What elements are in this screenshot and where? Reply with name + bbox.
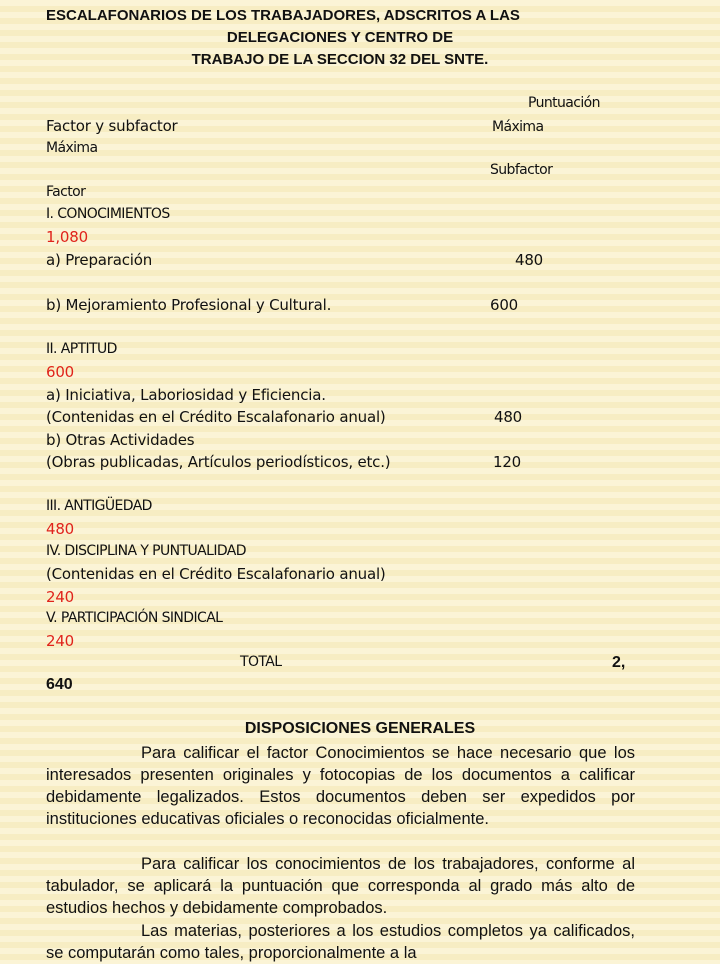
doc-title-line2: DELEGACIONES Y CENTRO DE — [226, 29, 454, 46]
header-subfactor: Subfactor — [490, 162, 553, 178]
section-1a-label: a) Preparación — [46, 251, 153, 269]
total-label: TOTAL — [240, 654, 282, 670]
section-2b-value: 120 — [493, 453, 522, 471]
doc-title-line1: ESCALAFONARIOS DE LOS TRABAJADORES, ADSCRITOS A LAS — [46, 7, 520, 24]
section-2a-note: (Contenidas en el Crédito Escalafonario anual) — [46, 408, 386, 426]
section-3-title: III. ANTIGÜEDAD — [46, 498, 152, 514]
section-5-title: V. PARTICIPACIÓN SINDICAL — [46, 610, 223, 626]
section-5-value: 240 — [46, 632, 75, 650]
total-value-part1: 2, — [612, 654, 626, 671]
section-2a-label: a) Iniciativa, Laboriosidad y Eficiencia. — [46, 386, 326, 404]
header-factor-subfactor: Factor y subfactor — [46, 117, 178, 135]
section-4-value: 240 — [46, 588, 75, 606]
general-paragraph-3-text: Las materias, posteriores a los estudios completos ya calificados, se computarán como tales, proporcionalmente a la — [46, 922, 635, 962]
section-1b-label: b) Mejoramiento Profesional y Cultural. — [46, 296, 332, 314]
section-1-value: 1,080 — [46, 228, 88, 246]
header-maxima-left: Máxima — [46, 140, 98, 156]
section-4-note: (Contenidas en el Crédito Escalafonario anual) — [46, 565, 386, 583]
section-3-value: 480 — [46, 520, 75, 538]
section-1-title: I. CONOCIMIENTOS — [46, 206, 170, 222]
general-paragraph-2-text: Para calificar los conocimientos de los trabajadores, conforme al tabulador, se aplicará la puntuación que corresponda al grado más alto de estudios hechos y debidamente comprobados. — [46, 855, 635, 917]
section-2a-value: 480 — [494, 408, 523, 426]
header-factor: Factor — [46, 184, 86, 200]
header-maxima-right: Máxima — [492, 119, 544, 135]
general-paragraph-3 — [46, 920, 635, 964]
general-heading: DISPOSICIONES GENERALES — [244, 720, 476, 737]
section-2b-label: b) Otras Actividades — [46, 431, 195, 449]
doc-title-line3: TRABAJO DE LA SECCION 32 DEL SNTE. — [191, 51, 489, 68]
section-2b-note: (Obras publicadas, Artículos periodísticos, etc.) — [46, 453, 391, 471]
section-4-title: IV. DISCIPLINA Y PUNTUALIDAD — [46, 543, 246, 559]
general-paragraph-1-text: Para calificar el factor Conocimientos se hace necesario que los interesados presenten originales y fotocopias de los documentos a calificar debidamente legalizados. Estos documentos deben ser expedidos por instituciones educativas oficiales o reconocidas oficialmente. — [46, 744, 635, 828]
section-1b-value: 600 — [490, 296, 519, 314]
section-2-title: II. APTITUD — [46, 341, 117, 357]
section-1a-value: 480 — [515, 251, 544, 269]
section-2-value: 600 — [46, 363, 75, 381]
header-puntuacion: Puntuación — [528, 95, 600, 111]
general-paragraph-2 — [46, 853, 635, 919]
total-value-part2: 640 — [46, 676, 73, 693]
general-paragraph-1 — [46, 742, 635, 830]
